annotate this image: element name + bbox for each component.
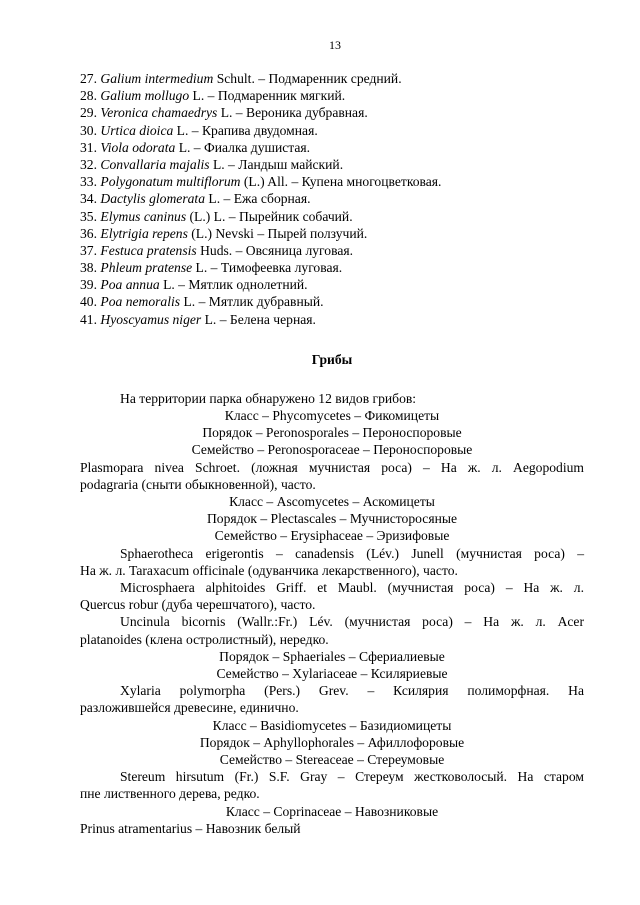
- item-number: 31.: [80, 139, 97, 155]
- latin-name: Polygonatum multiflorum: [100, 174, 241, 190]
- item-description: L. – Белена черная.: [201, 311, 316, 327]
- page-number: 13: [329, 38, 341, 52]
- entry-line: Xylaria polymorpha (Pers.) Grev. – Ксилярия полиморфная. На: [120, 683, 584, 699]
- item-number: 41.: [80, 311, 97, 327]
- item-number: 36.: [80, 225, 97, 241]
- item-description: (L.) All. – Купена многоцветковая.: [240, 174, 442, 190]
- entry-line: Uncinula bicornis (Wallr.:Fr.) Lév. (мучнистая роса) – На ж. л. Acer: [120, 614, 584, 630]
- latin-name: Festuca pratensis: [100, 242, 197, 258]
- entry-line: podagraria (сныти обыкновенной), часто.: [80, 476, 316, 492]
- entry-line: Plasmopara nivea Schroet. (ложная мучнистая роса) – На ж. л. Aegopodium: [80, 459, 584, 475]
- list-item: [80, 104, 584, 121]
- list-item: [80, 156, 584, 173]
- item-number: 28.: [80, 88, 97, 104]
- list-item: [80, 276, 584, 293]
- entry-line: Stereum hirsutum (Fr.) S.F. Gray – Стереум жестковолосый. На старом: [120, 769, 584, 785]
- entry-line: пне лиственного дерева, редко.: [80, 786, 260, 802]
- species-list: [80, 70, 584, 328]
- list-item: [80, 311, 584, 328]
- item-description: (L.) Nevski – Пырей ползучий.: [187, 225, 368, 241]
- item-description: L. – Подмаренник мягкий.: [189, 88, 346, 104]
- section-heading-fungi: Грибы: [311, 351, 353, 367]
- item-number: 37.: [80, 242, 97, 258]
- taxon-family: Семейство – Stereaceae – Стереумовые: [219, 752, 445, 768]
- taxon-class: Класс – Ascomycetes – Аскомицеты: [229, 494, 435, 510]
- list-item: [80, 173, 584, 190]
- latin-name: Phleum pratense: [100, 260, 193, 276]
- entry-line: platanoides (клена остролистный), нередко.: [80, 631, 329, 647]
- taxon-order: Порядок – Sphaeriales – Сфериалиевые: [219, 648, 445, 664]
- item-number: 39.: [80, 277, 97, 293]
- item-description: (L.) L. – Пырейник собачий.: [186, 208, 353, 224]
- taxon-family: Семейство – Xylariaceae – Ксиляриевые: [216, 666, 448, 682]
- item-number: 29.: [80, 105, 97, 121]
- item-number: 34.: [80, 191, 97, 207]
- item-number: 30.: [80, 122, 97, 138]
- list-item: [80, 122, 584, 139]
- fungi-section: [80, 390, 584, 837]
- list-item: [80, 190, 584, 207]
- taxon-order: Порядок – Peronosporales – Пероноспоровые: [202, 425, 462, 441]
- entry-line: На ж. л. Taraxacum officinale (одуванчика лекарственного), часто.: [80, 562, 458, 578]
- list-item: [80, 139, 584, 156]
- taxon-order: Порядок – Plectascales – Мучнисторосяные: [206, 511, 458, 527]
- item-description: L. – Мятлик однолетний.: [159, 277, 308, 293]
- latin-name: Galium intermedium: [100, 71, 214, 86]
- list-item: [80, 208, 584, 225]
- taxon-class: Класс – Coprinaceae – Навозниковые: [225, 803, 439, 819]
- item-description: L. – Фиалка душистая.: [175, 139, 311, 155]
- item-number: 32.: [80, 156, 97, 172]
- latin-name: Poa annua: [100, 277, 160, 293]
- entry-line: Sphaerotheca erigerontis – canadensis (Lév.) Junell (мучнистая роса) –: [120, 545, 584, 561]
- item-description: Huds. – Овсяница луговая.: [196, 242, 354, 258]
- entry-line: Microsphaera alphitoides Griff. et Maubl. (мучнистая роса) – На ж. л.: [120, 580, 584, 596]
- latin-name: Poa nemoralis: [100, 294, 181, 310]
- item-description: L. – Ежа сборная.: [205, 191, 311, 207]
- latin-name: Veronica chamaedrys: [100, 105, 218, 121]
- latin-name: Elymus caninus: [100, 208, 187, 224]
- item-number: 33.: [80, 174, 97, 190]
- item-number: 38.: [80, 260, 97, 276]
- latin-name: Viola odorata: [100, 139, 176, 155]
- taxon-class: Класс – Basidiomycetes – Базидиомицеты: [212, 717, 452, 733]
- entry-line: разложившейся древесине, единично.: [80, 700, 299, 716]
- latin-name: Convallaria majalis: [100, 156, 210, 172]
- list-item: [80, 259, 584, 276]
- item-description: L. – Мятлик дубравный.: [180, 294, 324, 310]
- item-description: L. – Ландыш майский.: [209, 156, 344, 172]
- item-number: 35.: [80, 208, 97, 224]
- latin-name: Elytrigia repens: [100, 225, 188, 241]
- latin-name: Dactylis glomerata: [100, 191, 205, 207]
- latin-name: Urtica dioica: [100, 122, 174, 138]
- list-item: [80, 242, 584, 259]
- taxon-family: Семейство – Erysiphaceae – Эризифовые: [214, 528, 450, 544]
- list-item: [80, 225, 584, 242]
- entry-line: Quercus robur (дуба черешчатого), часто.: [80, 597, 316, 613]
- item-description: L. – Вероника дубравная.: [217, 105, 368, 121]
- item-description: Schult. – Подмаренник средний.: [213, 71, 402, 86]
- item-number: 27.: [80, 71, 97, 86]
- taxon-family: Семейство – Peronosporaceae – Пероноспоровые: [191, 442, 473, 458]
- item-description: L. – Тимофеевка луговая.: [192, 260, 343, 276]
- latin-name: Hyoscyamus niger: [100, 311, 202, 327]
- list-item: [80, 293, 584, 310]
- latin-name: Galium mollugo: [100, 88, 190, 104]
- intro-paragraph: На территории парка обнаружено 12 видов грибов:: [120, 390, 417, 406]
- item-description: L. – Крапива двудомная.: [173, 122, 318, 138]
- entry-line: Prinus atramentarius – Навозник белый: [80, 820, 301, 836]
- taxon-class: Класс – Phycomycetes – Фикомицеты: [224, 408, 440, 424]
- list-item: [80, 70, 584, 87]
- list-item: [80, 87, 584, 104]
- item-number: 40.: [80, 294, 97, 310]
- taxon-order: Порядок – Aphyllophorales – Афиллофоровые: [199, 734, 465, 750]
